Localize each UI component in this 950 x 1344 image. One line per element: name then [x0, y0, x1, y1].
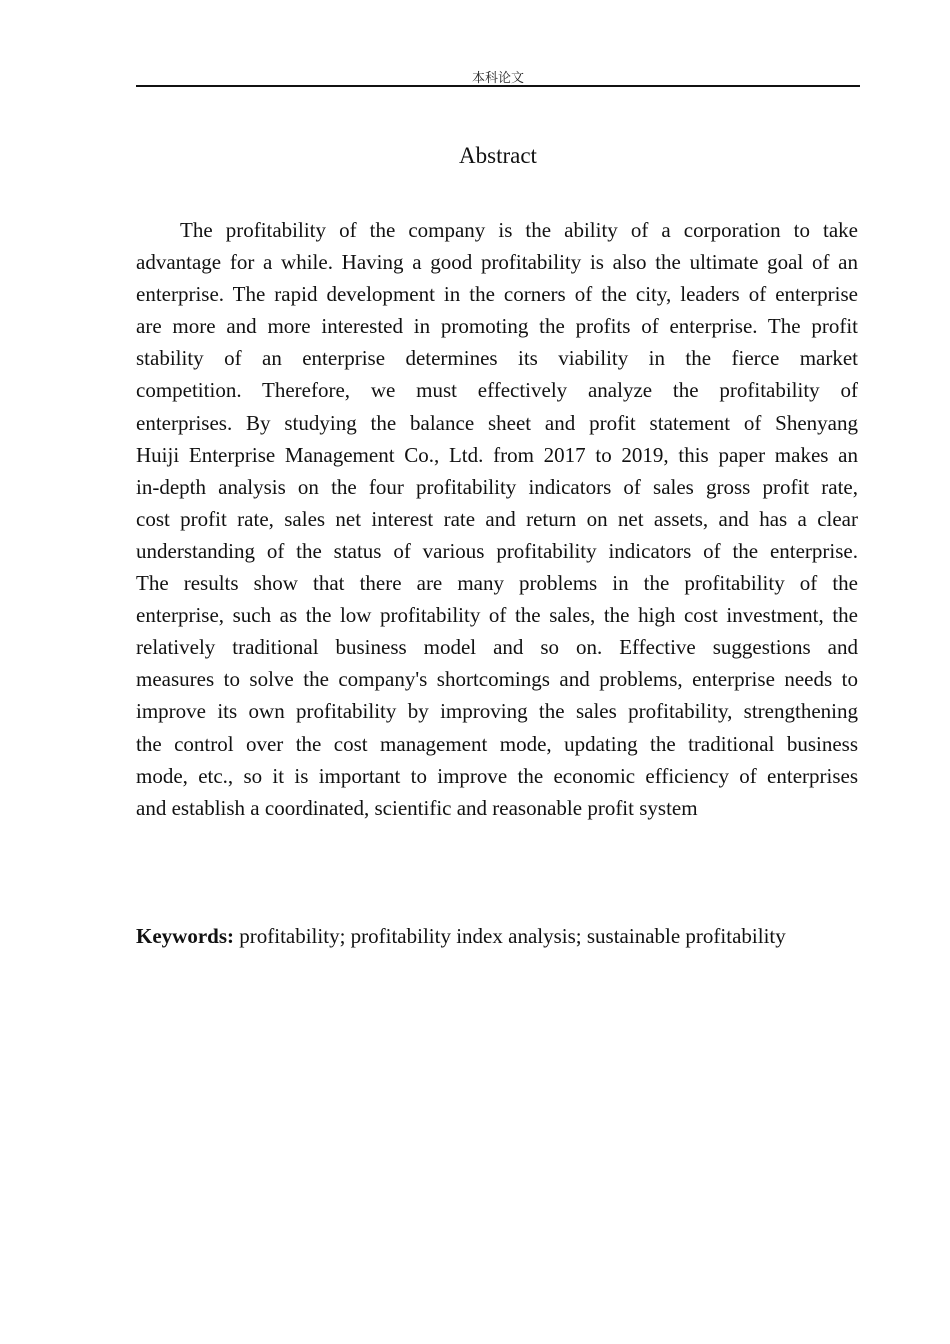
keywords-label: Keywords:	[136, 924, 234, 948]
abstract-title: Abstract	[459, 143, 537, 168]
abstract-line: are more and more interested in promoting the profits of enterprise. The profit	[136, 314, 858, 339]
abstract-line: stability of an enterprise determines its viability in the fierce market	[136, 346, 858, 371]
header-rule	[136, 85, 860, 87]
abstract-line: advantage for a while. Having a good profitability is also the ultimate goal of an	[136, 250, 858, 275]
abstract-line: enterprises. By studying the balance sheet and profit statement of Shenyang	[136, 410, 858, 435]
abstract-line: cost profit rate, sales net interest rate and return on net assets, and has a clear	[136, 506, 858, 531]
abstract-body	[136, 214, 858, 824]
abstract-line: understanding of the status of various profitability indicators of the enterprise.	[136, 538, 858, 563]
keywords	[136, 920, 786, 952]
abstract-line: The results show that there are many problems in the profitability of the	[136, 571, 858, 596]
running-header: 本科论文	[471, 70, 524, 85]
abstract-line: measures to solve the company's shortcomings and problems, enterprise needs to	[136, 667, 858, 692]
keywords-text: profitability; profitability index analysis; sustainable profitability	[234, 924, 786, 948]
abstract-line: enterprise. The rapid development in the corners of the city, leaders of enterprise	[136, 282, 858, 307]
abstract-line: in-depth analysis on the four profitability indicators of sales gross profit rate,	[136, 474, 858, 499]
abstract-line: Huiji Enterprise Management Co., Ltd. from 2017 to 2019, this paper makes an	[136, 442, 858, 467]
abstract-line: competition. Therefore, we must effectively analyze the profitability of	[136, 378, 858, 403]
abstract-line: and establish a coordinated, scientific and reasonable profit system	[136, 795, 698, 820]
abstract-line: improve its own profitability by improving the sales profitability, strengthening	[136, 699, 858, 724]
abstract-line: enterprise, such as the low profitability of the sales, the high cost investment, the	[136, 603, 858, 628]
abstract-line: mode, etc., so it is important to improve the economic efficiency of enterprises	[136, 763, 858, 788]
abstract-line: The profitability of the company is the ability of a corporation to take	[180, 218, 858, 242]
abstract-line: the control over the cost management mode, updating the traditional business	[136, 731, 858, 756]
abstract-line: relatively traditional business model and so on. Effective suggestions and	[136, 635, 858, 660]
